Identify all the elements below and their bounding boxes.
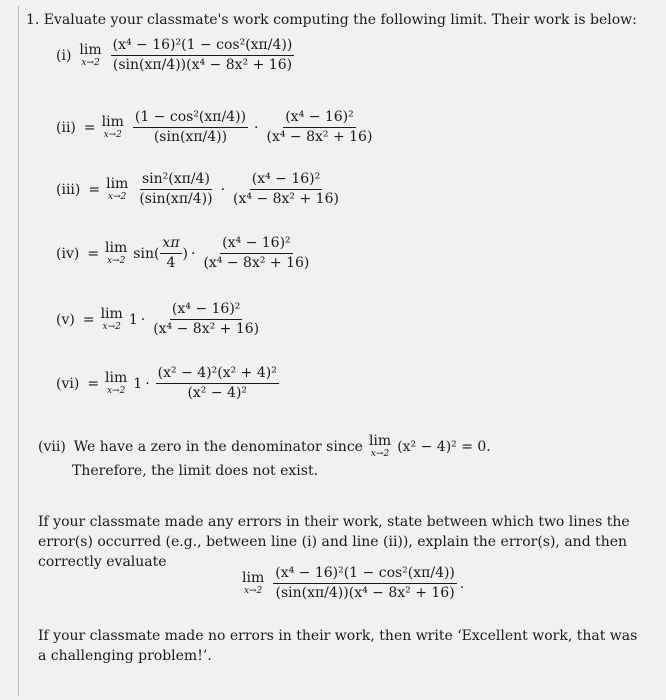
- coefficient: 1: [128, 311, 138, 328]
- denominator: (x² − 4)²: [187, 385, 248, 402]
- final-period: .: [459, 575, 465, 592]
- limit-operator: lim x→2: [101, 114, 124, 141]
- limit-operator: lim x→2: [100, 306, 123, 333]
- denominator: (sin(xπ/4))(x⁴ − 8x² + 16): [275, 585, 455, 602]
- numerator: (x⁴ − 16)²: [283, 110, 356, 128]
- multiply-dot: ·: [140, 311, 146, 328]
- limit-operator: lim x→2: [368, 433, 392, 459]
- step-iv: [56, 236, 314, 272]
- step-label: (iii): [56, 181, 81, 198]
- fraction: [231, 172, 341, 208]
- step-label: (v): [56, 311, 75, 328]
- denominator: 4: [166, 255, 176, 272]
- multiply-dot: ·: [191, 245, 196, 262]
- coefficient: 1: [133, 375, 143, 392]
- numerator: xπ: [160, 236, 181, 254]
- denominator: (sin(xπ/4)): [139, 191, 213, 208]
- step-vi: [56, 366, 282, 402]
- fraction: [133, 110, 248, 146]
- step-ii: [56, 110, 377, 146]
- limit-operator: lim x→2: [106, 176, 129, 203]
- numerator: (x⁴ − 16)²(1 − cos²(xπ/4)): [273, 566, 457, 584]
- step-label: (vi): [56, 375, 80, 392]
- denominator: (x⁴ − 8x² + 16): [203, 255, 310, 272]
- step-i: [56, 38, 297, 74]
- step-v: [56, 302, 264, 338]
- fraction: [137, 172, 214, 208]
- equals-sign: =: [83, 119, 96, 136]
- numerator: (x⁴ − 16)²: [220, 236, 293, 254]
- numerator: sin²(xπ/4): [140, 172, 212, 190]
- multiply-dot: ·: [145, 375, 150, 392]
- limit-operator: lim x→2: [79, 42, 102, 69]
- fraction: [111, 38, 295, 74]
- denominator: (x⁴ − 8x² + 16): [266, 129, 373, 146]
- sin-close: ): [182, 245, 188, 262]
- fraction: [151, 302, 261, 338]
- denominator: (x⁴ − 8x² + 16): [153, 321, 260, 338]
- denominator: (sin(xπ/4)): [153, 129, 228, 146]
- step-label: (iv): [56, 245, 80, 262]
- sin-open: sin(: [133, 245, 160, 262]
- limit-operator: lim x→2: [242, 570, 265, 597]
- limit-operator: lim x→2: [105, 240, 128, 267]
- fraction: [201, 236, 311, 272]
- step-label: (i): [56, 47, 72, 64]
- equals-sign: =: [82, 311, 95, 328]
- equals-sign: =: [88, 181, 101, 198]
- numerator: (x⁴ − 16)²(1 − cos²(xπ/4)): [111, 38, 295, 56]
- numerator: (x⁴ − 16)²: [250, 172, 323, 190]
- final-limit: [242, 566, 464, 602]
- step-vii: [38, 434, 648, 481]
- numerator: (x⁴ − 16)²: [170, 302, 243, 320]
- limit-operator: lim x→2: [105, 370, 128, 397]
- problem-intro: 1. Evaluate your classmate's work computing the following limit. Their work is below:: [26, 12, 637, 28]
- fraction: [265, 110, 375, 146]
- fraction: [273, 566, 457, 602]
- step-label: (vii): [38, 438, 66, 455]
- step-vii-text-b: Therefore, the limit does not exist.: [72, 463, 319, 479]
- fraction: [156, 366, 279, 402]
- multiply-dot: ·: [220, 181, 226, 198]
- step-vii-expr: (x² − 4)² = 0.: [397, 438, 491, 455]
- denominator: (x⁴ − 8x² + 16): [233, 191, 339, 208]
- equals-sign: =: [87, 375, 100, 392]
- equals-sign: =: [87, 245, 100, 262]
- step-label: (ii): [56, 119, 76, 136]
- denominator: (sin(xπ/4))(x⁴ − 8x² + 16): [112, 57, 293, 74]
- numerator: (x² − 4)²(x² + 4)²: [156, 366, 279, 384]
- numerator: (1 − cos²(xπ/4)): [133, 110, 248, 128]
- step-vii-text-a: We have a zero in the denominator since: [73, 438, 363, 455]
- instruction-no-errors: If your classmate made no errors in their work, then write ‘Excellent work, that was a challenging problem!’.: [38, 628, 638, 664]
- fraction: [160, 236, 181, 272]
- instruction-errors: If your classmate made any errors in their work, state between which two lines the error(s) occurred (e.g., between line (i) and line (ii)), explain the error(s), and then correctly evaluate: [38, 514, 630, 570]
- step-iii: [56, 172, 344, 208]
- multiply-dot: ·: [254, 119, 259, 136]
